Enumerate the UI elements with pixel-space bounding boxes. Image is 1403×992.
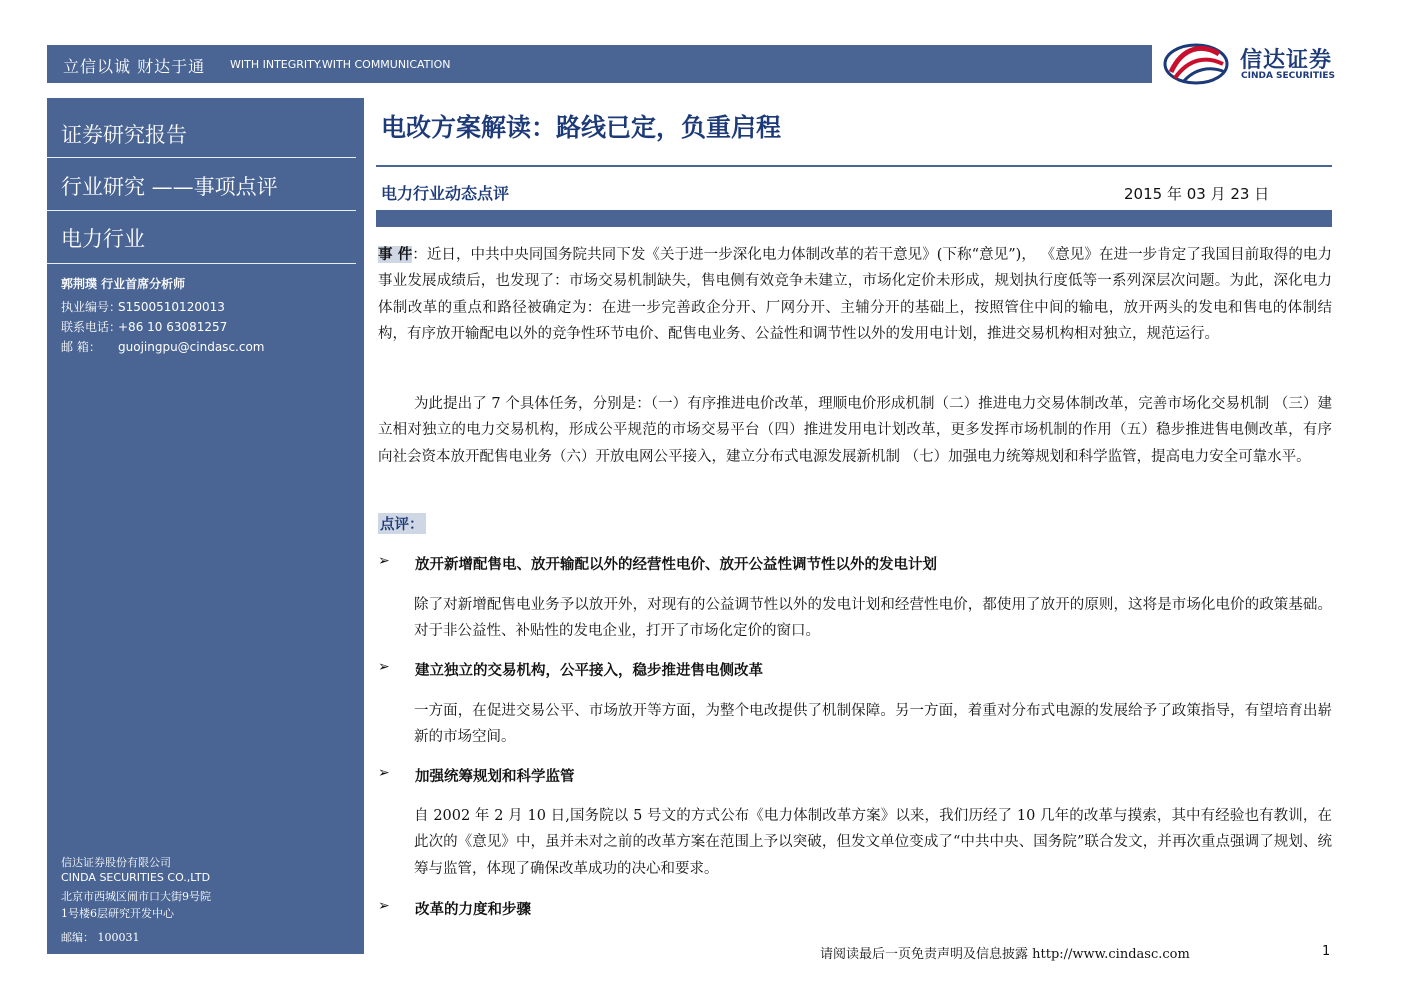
arrow-bullet-icon: ➢ [378, 898, 390, 914]
sidebar-divider [47, 157, 356, 158]
report-date: 2015 年 03 月 23 日 [1124, 185, 1270, 203]
page-number: 1 [1322, 944, 1331, 959]
sidebar [47, 98, 364, 954]
bullet-body: 一方面，在促进交易公平、市场放开等方面，为整个电改提供了机制保障。另一方面，着重对分布式电源的发展给予了政策指导，有望培育出崭新的市场空间。 [414, 703, 1332, 746]
bullet-title: 加强统筹规划和科学监管 [415, 768, 575, 785]
event-text: ：近日，中共中央同国务院共同下发《关于进一步深化电力体制改革的若干意见》(下称“意见”)， 《意见》在进一步肯定了我国目前取得的电力事业发展成绩后，也发现了：市场交易机制缺失，售电侧有效竞争未建立，市场化定价未形成，规划执行度低等一系列深层次问题。为此，深化电力体制改革的重点和路径被确定为：在进一步完善政企分开、厂网分开、主辅分开的基础上，按照管住中间的输电，放开两头的发电和售电的体制结构，有序放开输配电以外的竞争性环节电价、配售电业务、公益性和调节性以外的发用电计划，推进交易机构相对独立，规范运行。 [378, 247, 1332, 342]
top-banner [47, 45, 1152, 83]
arrow-bullet-icon: ➢ [378, 553, 390, 569]
logo-text-en: CINDA SECURITIES [1241, 71, 1335, 81]
slogan-en: WITH INTEGRITY.WITH COMMUNICATION [230, 58, 451, 71]
sidebar-divider [47, 210, 356, 211]
report-subtitle: 电力行业动态点评 [381, 184, 510, 203]
company-name-en: CINDA SECURITIES CO.,LTD [61, 871, 211, 884]
company-name-cn: 信达证券股份有限公司 [61, 856, 171, 869]
industry-name: 电力行业 [61, 227, 145, 251]
arrow-bullet-icon: ➢ [378, 659, 390, 675]
bullet-body: 除了对新增配售电业务予以放开外，对现有的公益调节性以外的发电计划和经营性电价，都使用了放开的原则，这将是市场化电价的政策基础。对于非公益性、补贴性的发电企业，打开了市场化定价的窗口。 [414, 597, 1332, 640]
analyst-name: 郭荆璞 行业首席分析师 [61, 277, 186, 291]
cert-value: S1500510120013 [118, 300, 225, 314]
phone-number [61, 318, 227, 335]
bullet-title: 建立独立的交易机构，公平接入，稳步推进售电侧改革 [415, 662, 763, 679]
bullet-title: 改革的力度和步骤 [415, 901, 531, 918]
arrow-bullet-icon: ➢ [378, 765, 390, 781]
company-address-line2: 1号楼6层研究开发中心 [61, 907, 174, 920]
company-address-line1: 北京市西城区闹市口大街9号院 [61, 890, 211, 903]
cert-number [61, 298, 225, 315]
postcode: 邮编： 100031 [61, 931, 140, 944]
header-bar [376, 210, 1332, 227]
report-title: 电改方案解读：路线已定，负重启程 [381, 113, 782, 142]
comment-label: 点评： [378, 513, 426, 534]
event-paragraph [378, 242, 1332, 347]
event-label: 事 件 [378, 246, 413, 263]
email-label: 邮 箱： [61, 340, 101, 354]
report-type: 证券研究报告 [61, 123, 187, 147]
title-rule [376, 165, 1332, 167]
email-link[interactable]: guojingpu@cindasc.com [118, 340, 265, 354]
bullet-title: 放开新增配售电、放开输配以外的经营性电价、放开公益性调节性以外的发电计划 [415, 556, 937, 573]
cert-label: 执业编号： [61, 300, 122, 314]
tasks-paragraph: 为此提出了 7 个具体任务，分别是：（一）有序推进电价改革，理顺电价形成机制（二）推进电力交易体制改革，完善市场化交易机制 （三）建立相对独立的电力交易机构，形成公平规范的市场交易平台（四）推进发用电计划改革，更多发挥市场机制的作用（五）稳步推进售电侧改革，有序向社会资本放开配售电业务（六）开放电网公平接入，建立分布式电源发展新机制 （七）加强电力统筹规划和科学监管，提高电力安全可靠水平。 [378, 396, 1332, 465]
logo-text-cn: 信达证券 [1240, 48, 1333, 73]
phone-label: 联系电话： [61, 320, 122, 334]
cinda-logo-icon [1163, 42, 1229, 86]
research-category: 行业研究 ——事项点评 [61, 175, 278, 199]
company-logo [1163, 42, 1353, 86]
slogan-cn: 立信以诚 财达于通 [63, 57, 206, 76]
phone-value: +86 10 63081257 [118, 320, 228, 334]
disclaimer-note[interactable]: 请阅读最后一页免责声明及信息披露 http://www.cindasc.com [820, 947, 1190, 962]
email [61, 338, 264, 355]
sidebar-divider [47, 263, 356, 264]
bullet-body: 自 2002 年 2 月 10 日,国务院以 5 号文的方式公布《电力体制改革方案》以来，我们历经了 10 几年的改革与摸索，其中有经验也有教训，在此次的《意见》中，虽并未对之前的改革方案在范围上予以突破，但发文单位变成了“中共中央、国务院”联合发文，并再次重点强调了规划、统筹与监管，体现了确保改革成功的决心和要求。 [414, 808, 1332, 877]
